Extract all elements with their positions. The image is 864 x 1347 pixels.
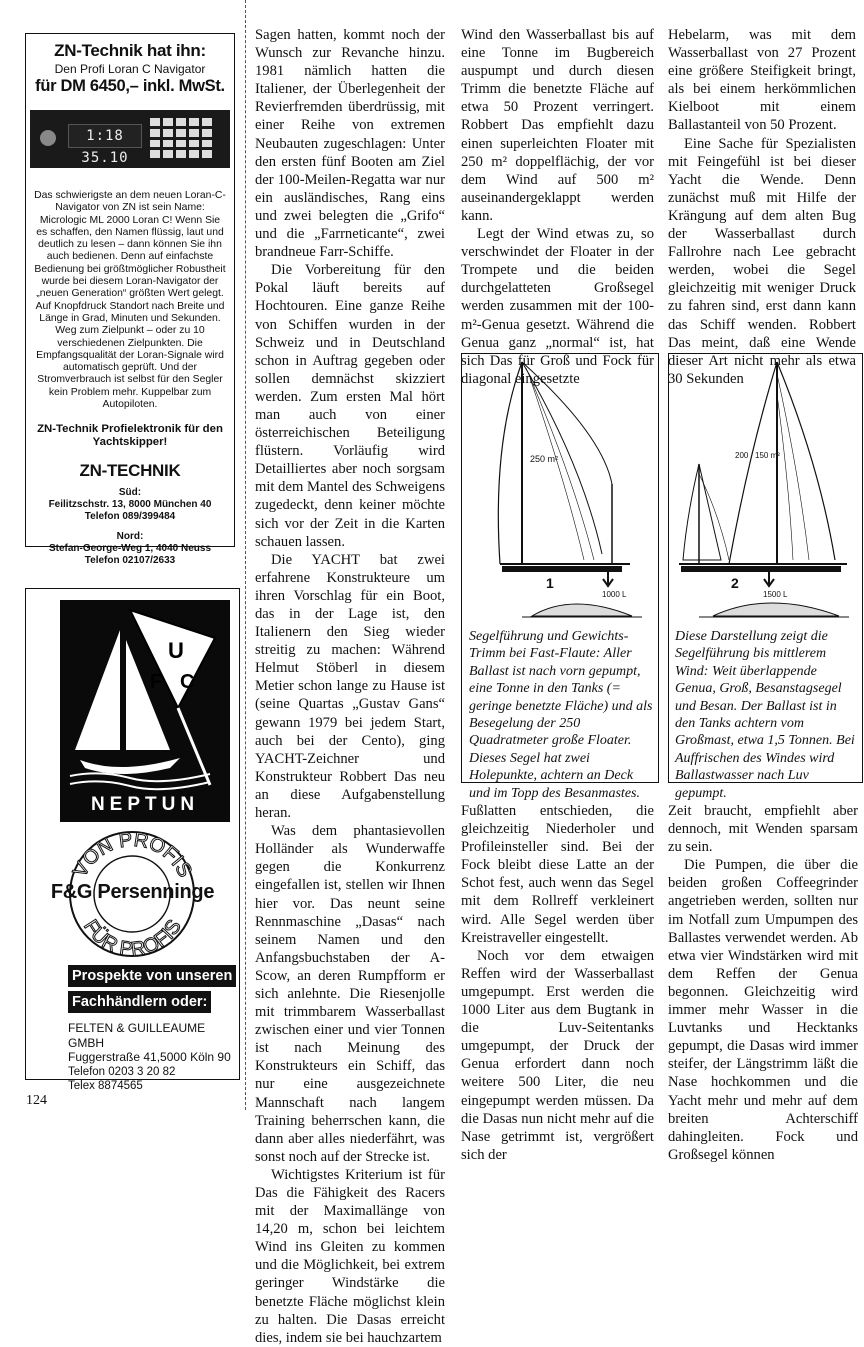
fg-contact — [68, 1021, 239, 1094]
neptun-label: NEPTUN — [90, 794, 200, 815]
company-street: Fuggerstraße 41,5000 Köln 90 — [68, 1050, 231, 1064]
paragraph: Eine Sache für Spezialisten mit Feingefühl ist bei dieser Yacht die Wende. Denn zunächst muß mit Hilfe der Krängung auf dem alten Bug der Wasserballast durch Fallrohre nach Lee gebracht werden, wobei die Segel gleichzeitig mit weniger Druck zu fahren sind, erst dann kann das Schiff wenden. Robbert Das meint, daß eine Wende dieser Art nicht mehr als etwa 30 Sekunden — [668, 135, 856, 387]
ad-tagline: ZN-Technik Profielektronik für den Yachtskipper! — [37, 423, 223, 449]
down-arrow-icon — [764, 572, 774, 586]
paragraph: Wichtigstes Kriterium ist für Das die Fähigkeit des Racers mit der Maximallänge von 14,20 m, schon bei leichtem Wind ins Gleiten zu kommen und die Möglichkeit, bei extrem geringer Windstärke die benetzte Fläche möglichst klein zu halten. Die Dasas erreicht dies, indem sie bei hauchzartem — [255, 1166, 445, 1346]
south-label: Süd: — [118, 487, 142, 499]
fig1-weight: 1000 L — [602, 590, 627, 599]
down-arrow-icon — [603, 572, 613, 586]
sail-plan-1-diagram — [462, 354, 658, 624]
ad-price: für DM 6450,– inkl. MwSt. — [35, 77, 225, 95]
fachhaendler-bar: Fachhändlern oder: — [68, 991, 211, 1013]
paragraph: Sagen hatten, kommt noch der Wunsch zur Revanche hinzu. 1981 nämlich hatten die Italiener, der Überlegenheit der Revierfremden überdrüssig, mit einer Reihe von extremen Neubauten zugeschlagen: Unter den ersten fünf Booten am Ziel der 100-Meilen-Regatta war nur ein ausländisches, Rang eins und zwei belegten die „Grifo“ und die „Farrneticante“, zwei brandneue Farr-Schiffe. — [255, 27, 445, 261]
article-column-3-bottom — [668, 802, 858, 1164]
south-phone: Telefon 089/399484 — [84, 511, 176, 523]
knob-icon — [40, 130, 56, 146]
paragraph: Fußlatten entschieden, die gleichzeitig Niederholer und Profileinsteller sind. Bei der Fock bleibt diese Latte an der Schot fest, auch wenn das Segel mit dem Rollreff verkleinert wird. Alle Segel werden über Kreistraveller eingestellt. — [461, 803, 654, 946]
paragraph: Legt der Wind etwas zu, so verschwindet der Floater in der Trompete und die beiden durchgelatteten Großsegel werden zusammen mit der 100-m²-Genua gesetzt. Während die Genua ganz „normal“ ist, hat sich Das für Groß und Fock für diagonal eingesetzte — [461, 226, 654, 387]
fig2-number: 2 — [731, 575, 739, 591]
fig2-caption: Diese Darstellung zeigt die Segelführung bis mittlerem Wind: Weit überlappende Genua, Groß, Besanstagsegel und Besan. Der Ballast ist in den Tanks achtern vom Großmast, etwa 1,5 Tonnen. Bei Auffrischen des Windes wird Ballastwasser nach Luv gepumpt. — [675, 629, 855, 801]
sailboat-icon — [60, 600, 230, 822]
fig2-weight: 1500 L — [763, 590, 788, 599]
keypad-icon — [150, 118, 212, 158]
paragraph: Die YACHT bat zwei erfahrene Konstrukteure um ihren Vorschlag für ein Boot, das in der Lage ist, den Italienern den Sieg wieder streitig zu machen: Während Helmut Stöberl in diesem Metier schon lange zu Hause ist (seine Quartas „Gustav Gans“ gewann 1979 bei jedem Start, auch bei der Cento), ging YACHT-Zeichner und Konstrukteur Robbert Das neu an diese Aufgabenstellung heran. — [255, 551, 445, 822]
fg-brand: F&G Persenninge — [50, 881, 215, 903]
neptun-logo — [60, 600, 230, 822]
device-display: 1:18 35.10 — [68, 124, 142, 148]
page-number: 124 — [26, 1093, 47, 1108]
svg-text:C: C — [180, 671, 195, 693]
fig1-caption: Segelführung und Gewichts-Trimm bei Fast-Flaute: Aller Ballast ist nach vorn gepumpt, eine Tonne in den Tanks (= geringe benetzte Fläche) und als Besegelung der 250 Quadratmeter große Floater. Dieses Segel hat zwei Holepunkte, achtern an Deck und im Topp des Besanmastes. — [469, 629, 653, 801]
fig1-number: 1 — [546, 575, 554, 591]
article-column-2-top — [461, 26, 654, 388]
figure-2 — [668, 353, 863, 801]
prospekte-bar: Prospekte von unseren — [68, 965, 236, 987]
zn-technik-ad — [25, 33, 235, 567]
figure-1 — [461, 353, 659, 801]
ad-title: ZN-Technik hat ihn: — [54, 41, 206, 60]
fg-ring-logo — [26, 819, 239, 964]
article-column-3-top — [668, 26, 856, 388]
north-label: Nord: — [116, 531, 144, 543]
fig1-area-label: 250 m² — [530, 454, 559, 464]
paragraph: Die Pumpen, die über die beiden großen Coffeegrinder angetrieben werden, sollten nur im Notfall zum Umpumpen des Ballastes verwendet werden. Ab etwa vier Windstärken wird mit dem Reffen der Genua begonnen. Gleichzeitig wird immer mehr Wasser in die Luvtanks und Hecktanks gepumpt, die Dasas wird immer steifer, der Längstrimm läßt die Nase hochkommen und die Yacht mehr und mehr auf dem breiten Achterschiff dahingleiten. Fock und Großsegel können — [668, 857, 858, 1163]
ring-top-text: VON PROFIS — [69, 828, 196, 882]
paragraph: Wind den Wasserballast bis auf eine Tonne im Bugbereich auspumpt und durch diesen Trimm die benetzte Fläche auf etwa 50 Prozent verringert. Robbert Das empfiehlt dazu einen superleichten Floater mit 250 m² doppelflächig, der vor dem Wind auf 500 m² auseinandergeklappt werden kann. — [461, 27, 654, 224]
paragraph: Noch vor dem etwaigen Reffen wird der Wasserballast umgepumpt. Erst werden die 1000 Liter aus dem Bugtank in die Luv-Seitentanks umgepumpt, der Druck der Genua erfordert dann noch weitere 500 Liter, die neu eingepumpt werden müssen. Da die Dasas nun nicht mehr auf die Nase getrimmt ist, vergrößert sich der — [461, 947, 654, 1163]
fg-persenninge-ad — [25, 588, 240, 1092]
fig2-area-label: 200 / 150 m² — [735, 451, 780, 460]
company-name: FELTEN & GUILLEAUME GMBH — [68, 1021, 206, 1050]
ad-brand: ZN-TECHNIK — [79, 461, 181, 481]
north-phone: Telefon 02107/2633 — [84, 555, 176, 567]
paragraph: Zeit braucht, empfiehlt aber dennoch, mit Wenden sparsam zu sein. — [668, 803, 858, 856]
column-rule — [245, 0, 246, 1110]
sail-plan-2-diagram — [669, 354, 862, 624]
ring-bottom-text: FÜR PROFIS — [79, 915, 186, 961]
article-column-1 — [255, 26, 445, 1347]
loran-navigator-image — [30, 110, 230, 168]
company-telex: Telex 8874565 — [68, 1080, 143, 1092]
paragraph: Hebelarm, was mit dem Wasserballast von 27 Prozent eine größere Steifigkeit bringt, als bei einem herkömmlichen Kielboot mit einem Ballastanteil von 50 Prozent. — [668, 27, 856, 134]
south-address: Feilitzschstr. 13, 8000 München 40 — [48, 499, 212, 511]
paragraph: Die Vorbereitung für den Pokal läuft bereits auf Hochtouren. Eine ganze Reihe von Schiffen wurden in der Schweiz und in Deutschland schon in Auftrag gegeben oder sollen demnächst skizziert werden. Zum ersten Mal hört man auch von einer österreichischen Beteiligung flüstern. Vorläufig wird Detailliertes aber noch sorgsam mit dem Mantel des Schweigens zugedeckt, denn keiner möchte sich vor der Zeit in die Karten schauen lassen. — [255, 262, 445, 550]
ad-body: Das schwierigste an dem neuen Loran-C-Navigator von ZN ist sein Name: Micrologic ML 2000 Loran C! Wenn Sie es schaffen, den Namen flüssig, laut und deutlich zu lesen – dann können Sie ihn auch bedienen. Denn auf einfachste Bedienung bei größtmöglicher Robustheit wurde bei diesem Loran-Navigator der „neuen Generation“ größten Wert gelegt. Auf Knopfdruck Standort nach Breite und Länge in Grad, Minuten und Sekunden. Weg zum Zielpunkt – oder zu 10 verschiedenen Zielpunkten. Die Empfangsqualität der Loran-Signale wird automatisch geprüft. Und der Stromverbrauch ist selbst für den Segler kein Problem mehr. Kuppelbar zum Autopiloten. — [34, 190, 226, 411]
paragraph: Was dem phantasievollen Holländer als Wunderwaffe gegen die Konkurrenz eingefallen ist, stellen wir Ihnen hier vor. Das neunt seine Rennmaschine „Dasas“ nach seinem Namen und den Anfangsbuchstaben der A-Scow, an deren Rumpfform er sich anlehnte. Die Riesenjolle mit trimmbarem Wasserballast zwischen einer und vier Tonnen ist nach Meinung des Konstrukteurs ein Schiff, das nur eine ausgezeichnete Mannschaft nach langem Training beherrschen kann, die dann aber alles niederfährt, was sonst noch auf der Strecke ist. — [255, 823, 445, 1165]
svg-text:FÜR PROFIS — [79, 916, 186, 961]
company-phone: Telefon 0203 3 20 82 — [68, 1065, 176, 1078]
svg-text:VON PROFIS — [69, 829, 196, 881]
ad-subtitle: Den Profi Loran C Navigator — [54, 62, 206, 76]
article-column-2-bottom — [461, 802, 654, 1164]
svg-text:F: F — [150, 671, 163, 693]
north-address: Stefan-George-Weg 1, 4040 Neuss — [48, 543, 212, 555]
svg-text:U: U — [168, 638, 184, 663]
